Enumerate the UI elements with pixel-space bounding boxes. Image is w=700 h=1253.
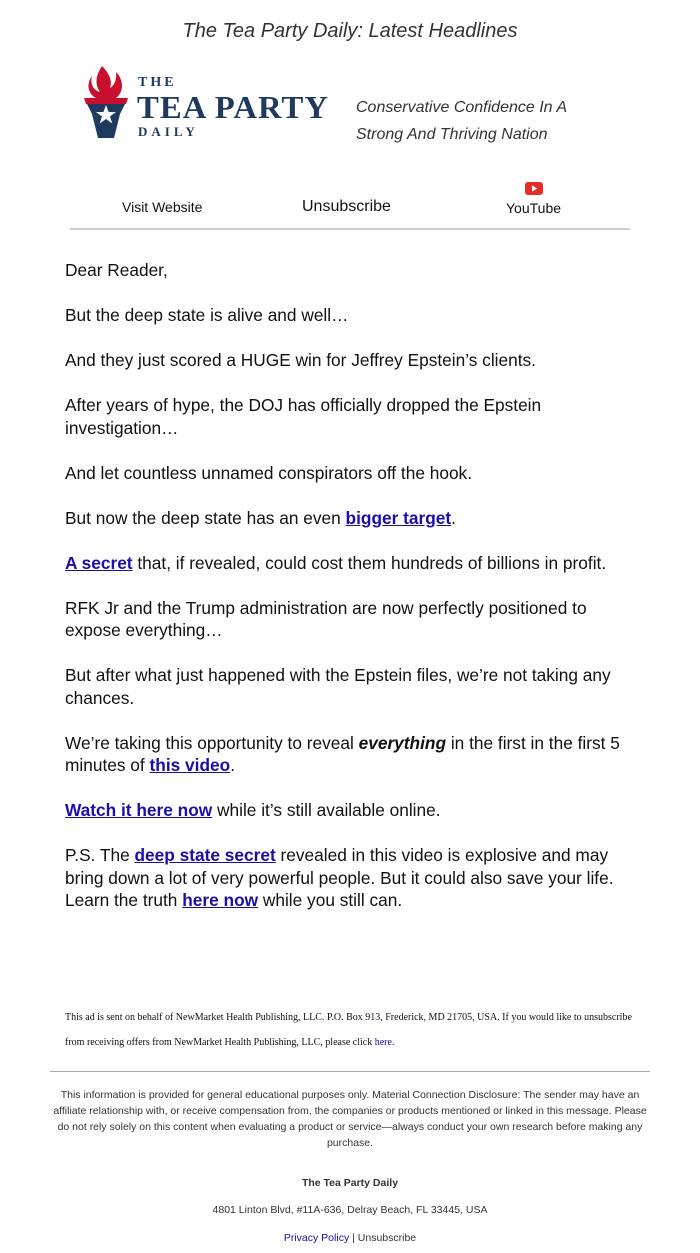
paragraph: But now the deep state has an even bigger target. xyxy=(65,507,456,528)
paragraph: But the deep state is alive and well… xyxy=(65,305,349,325)
this-video-link[interactable]: this video xyxy=(149,755,231,775)
paragraph: RFK Jr and the Trump administration are now perfectly positioned to expose everything… xyxy=(65,597,587,640)
footer-address: 4801 Linton Blvd, #11A-636, Delray Beach, FL 33445, USA xyxy=(212,1204,488,1216)
watch-it-here-now-link[interactable]: Watch it here now xyxy=(65,800,213,820)
email-body xyxy=(65,259,645,934)
paragraph: But after what just happened with the Epstein files, we’re not taking any chances. xyxy=(65,665,611,708)
tea-party-daily-logo[interactable] xyxy=(80,64,340,144)
unsubscribe-link[interactable]: Unsubscribe xyxy=(302,198,391,215)
header-nav xyxy=(70,180,630,230)
info-disclaimer: This information is provided for general educational purposes only. Material Connection Disclosure: The sender may have an affiliate relationship with, or receive compensation from, the companies or products mentioned or linked in this message. Please do not rely solely on this content when evaluating a product or service—always conduct your own research before making any purchase. xyxy=(53,1089,647,1149)
youtube-icon[interactable] xyxy=(525,182,543,195)
paragraph: And they just scored a HUGE win for Jeffrey Epstein’s clients. xyxy=(65,350,536,370)
footer-publisher: The Tea Party Daily xyxy=(301,1177,399,1189)
footer-links: Privacy Policy | Unsubscribe xyxy=(283,1232,417,1244)
youtube-link[interactable]: YouTube xyxy=(506,200,562,216)
paragraph: Watch it here now while it’s still available online. xyxy=(65,800,441,820)
svg-text:THE: THE xyxy=(138,75,177,90)
bigger-target-link[interactable]: bigger target xyxy=(345,507,452,528)
newsletter-title: The Tea Party Daily: Latest Headlines xyxy=(182,20,518,42)
postscript: P.S. The deep state secret revealed in this video is explosive and may bring down a lot of very powerful people. But it could also save your life. Learn the truth here now while you still can. xyxy=(65,845,614,910)
unsubscribe-here-link[interactable]: here. xyxy=(374,1037,395,1048)
paragraph: And let countless unnamed conspirators off the hook. xyxy=(65,462,473,483)
privacy-policy-link[interactable]: Privacy Policy xyxy=(283,1232,350,1244)
paragraph: After years of hype, the DOJ has officially dropped the Epstein investigation… xyxy=(65,395,542,438)
tagline-line-1: Conservative Confidence In A xyxy=(356,99,568,116)
paragraph: We’re taking this opportunity to reveal everything in the first in the first 5 minutes of this video. xyxy=(65,732,620,775)
deep-state-secret-link[interactable]: deep state secret xyxy=(134,845,276,865)
tagline-line-2: Strong And Thriving Nation xyxy=(356,126,548,143)
a-secret-link[interactable]: A secret xyxy=(65,552,133,573)
visit-website-link[interactable]: Visit Website xyxy=(122,199,203,215)
footer-unsubscribe-link[interactable]: Unsubscribe xyxy=(357,1232,417,1244)
tagline xyxy=(356,94,616,148)
greeting: Dear Reader, xyxy=(65,260,168,280)
divider xyxy=(50,1071,650,1072)
paragraph: A secret that, if revealed, could cost them hundreds of billions in profit. xyxy=(65,552,607,573)
svg-text:DAILY: DAILY xyxy=(138,124,199,139)
ad-disclaimer: This ad is sent on behalf of NewMarket Health Publishing, LLC. P.O. Box 913, Frederick, MD 21705, USA. If you would like to unsubscribe from receiving offers from NewMarket Health Publishing, LLC, please click here. xyxy=(65,1012,632,1048)
svg-text:TEA PARTY: TEA PARTY xyxy=(137,89,329,125)
here-now-link[interactable]: here now xyxy=(182,890,259,910)
